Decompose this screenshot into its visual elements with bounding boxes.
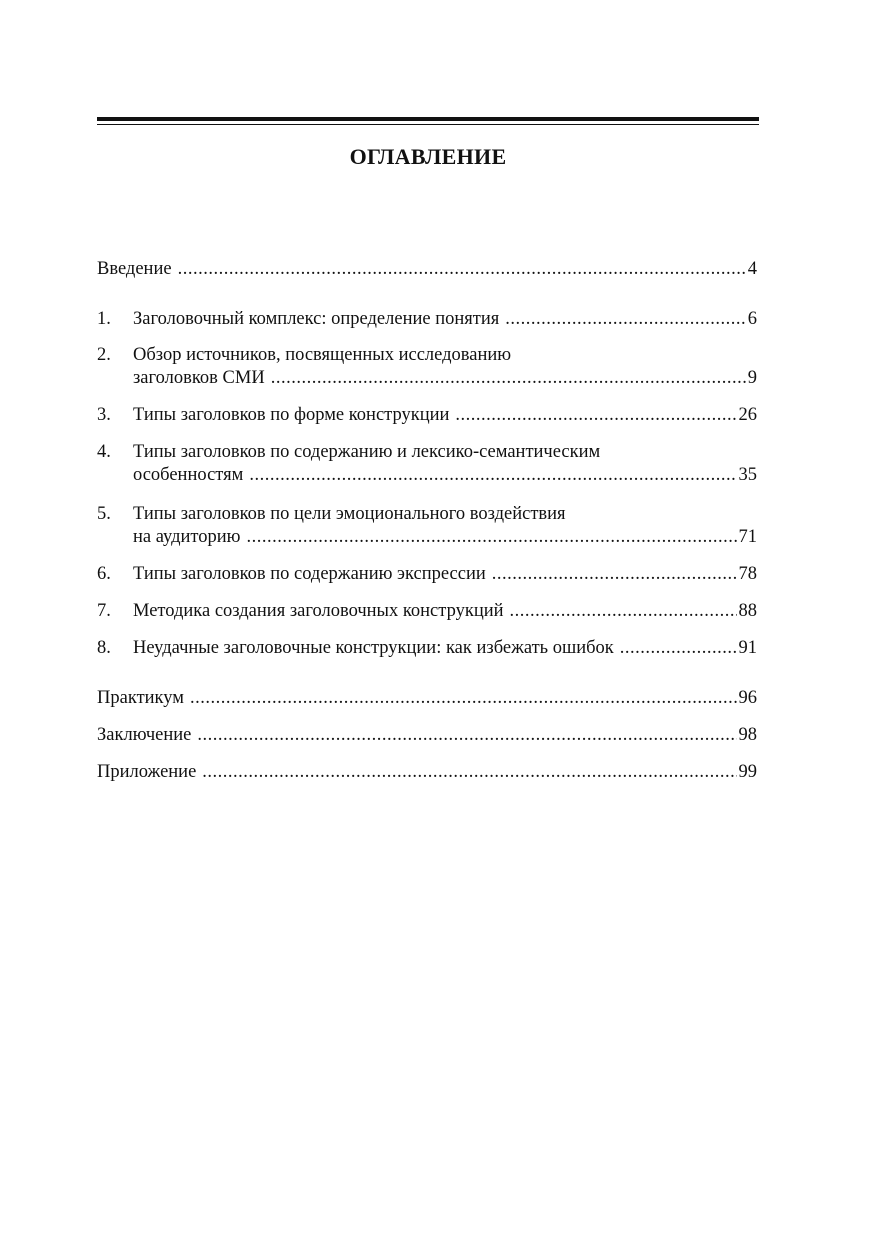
toc-leader-dots	[197, 724, 736, 747]
table-of-contents	[97, 258, 757, 784]
page-title: ОГЛАВЛЕНИЕ	[349, 144, 507, 169]
toc-page-number: 98	[738, 725, 757, 745]
toc-entry-appendix[interactable]	[97, 761, 757, 784]
toc-page-number: 4	[747, 259, 757, 279]
toc-entry-title: Приложение	[97, 762, 197, 782]
toc-entry-number: 2.	[97, 345, 111, 365]
toc-entry-number: 1.	[97, 309, 111, 329]
toc-page-number: 35	[738, 465, 757, 485]
toc-entry-title: Практикум	[97, 688, 184, 708]
toc-entry-title: Заключение	[97, 725, 192, 745]
toc-page-number: 99	[738, 762, 757, 782]
toc-entry-title: Типы заголовков по форме конструкции	[133, 405, 450, 425]
toc-entry-8[interactable]	[97, 637, 757, 660]
toc-entry-7[interactable]	[97, 600, 757, 623]
toc-entry-title: на аудиторию	[133, 527, 241, 547]
toc-page-number: 71	[738, 527, 757, 547]
toc-leader-dots	[510, 600, 737, 623]
toc-entry-number: 5.	[97, 504, 111, 524]
toc-entry-title-line1: Типы заголовков по содержанию и лексико-семантическим	[133, 442, 601, 462]
toc-leader-dots	[620, 637, 737, 660]
top-rule-thin	[97, 124, 759, 125]
toc-entry-title-line1: Типы заголовков по цели эмоционального воздействия	[133, 504, 566, 524]
toc-entry-title-line1: Обзор источников, посвященных исследованию	[133, 345, 512, 365]
top-rule-thick	[97, 117, 759, 121]
toc-leader-dots	[249, 464, 736, 487]
toc-page-number: 26	[738, 405, 757, 425]
toc-entry-number: 6.	[97, 564, 111, 584]
toc-leader-dots	[455, 404, 736, 427]
toc-entry-1[interactable]	[97, 308, 757, 331]
toc-entry-number: 8.	[97, 638, 111, 658]
toc-leader-dots	[271, 367, 746, 390]
toc-leader-dots	[505, 308, 745, 331]
toc-entry-number: 4.	[97, 442, 111, 462]
toc-leader-dots	[190, 687, 737, 710]
toc-entry-4[interactable]	[97, 441, 757, 487]
toc-entry-2[interactable]	[97, 344, 757, 390]
toc-entry-title: Заголовочный комплекс: определение понятия	[133, 309, 500, 329]
toc-entry-6[interactable]	[97, 563, 757, 586]
toc-entry-5[interactable]	[97, 503, 757, 549]
toc-leader-dots	[202, 761, 736, 784]
toc-leader-dots	[246, 526, 736, 549]
toc-entry-practicum[interactable]	[97, 687, 757, 710]
toc-entry-title: Типы заголовков по содержанию экспрессии	[133, 564, 486, 584]
toc-page-number: 78	[738, 564, 757, 584]
toc-leader-dots	[492, 563, 737, 586]
toc-page-number: 9	[747, 368, 757, 388]
toc-entry-title: Введение	[97, 259, 172, 279]
toc-entry-title: особенностям	[133, 465, 244, 485]
toc-page-number: 6	[747, 309, 757, 329]
toc-entry-title: Неудачные заголовочные конструкции: как избежать ошибок	[133, 638, 614, 658]
toc-entry-title: заголовков СМИ	[133, 368, 265, 388]
toc-entry-conclusion[interactable]	[97, 724, 757, 747]
toc-entry-number: 7.	[97, 601, 111, 621]
toc-entry-title: Методика создания заголовочных конструкций	[133, 601, 504, 621]
toc-entry-number: 3.	[97, 405, 111, 425]
toc-entry-3[interactable]	[97, 404, 757, 427]
toc-page-number: 96	[738, 688, 757, 708]
toc-page-number: 88	[738, 601, 757, 621]
toc-leader-dots	[178, 258, 746, 281]
toc-entry-introduction[interactable]	[97, 258, 757, 281]
toc-page-number: 91	[738, 638, 757, 658]
